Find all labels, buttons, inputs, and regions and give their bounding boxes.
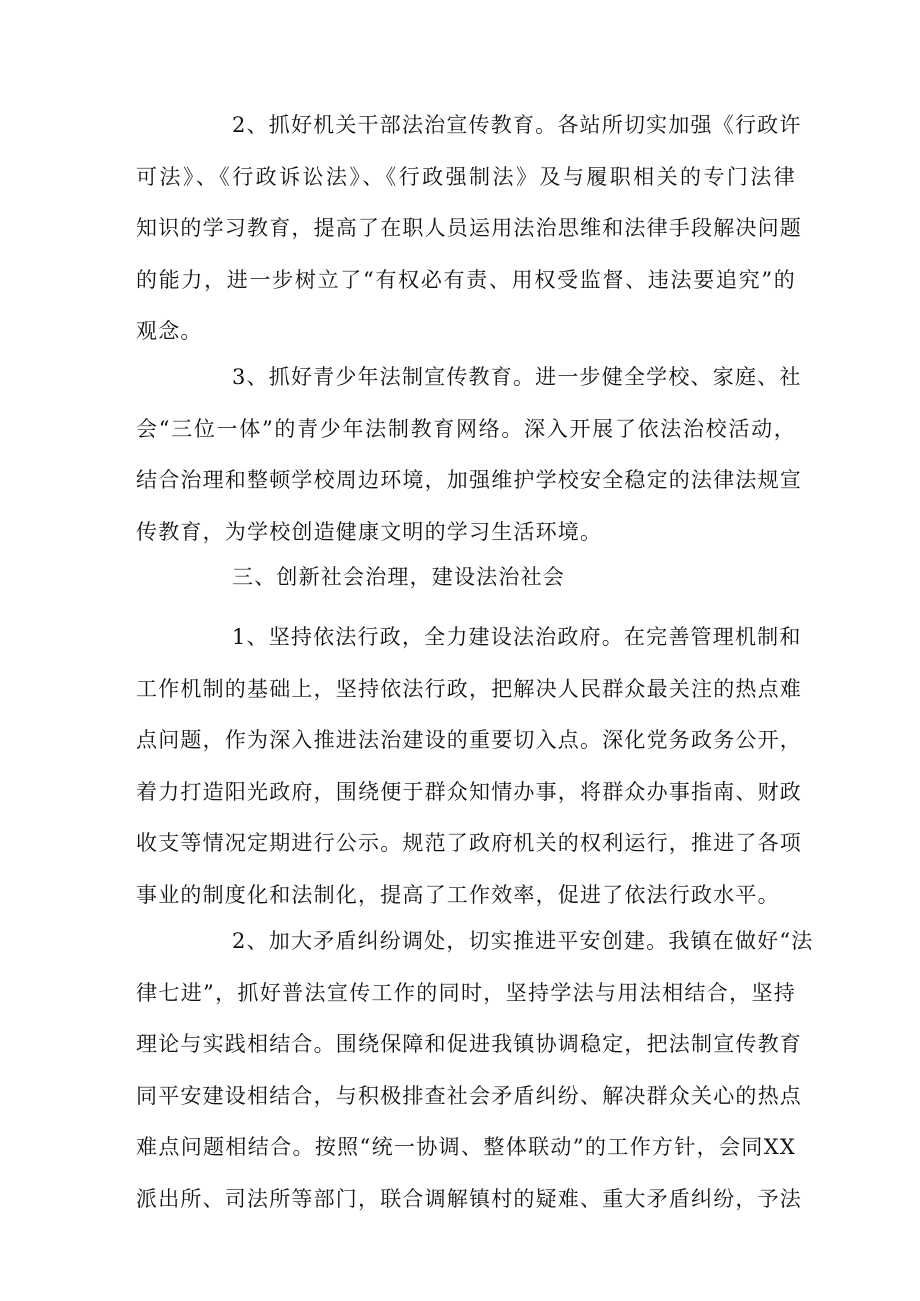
text-line: 会“三位一体”的青少年法制教育网络。深入开展了依法治校活动，: [136, 416, 796, 441]
text-line: 1、坚持依法行政，全力建设法治政府。在完善管理机制和: [232, 625, 802, 649]
text-line: 的能力，进一步树立了“有权必有责、用权受监督、违法要追究”的: [136, 267, 796, 292]
text-line: 结合治理和整顿学校周边环境，加强维护学校安全稳定的法律法规宣: [136, 468, 802, 492]
paragraph-dispute-mediation: [136, 916, 814, 1225]
text-line: 派出所、司法所等部门，联合调解镇村的疑难、重大矛盾纠纷，予法: [136, 1186, 802, 1211]
paragraph-youth-education: [136, 352, 802, 558]
text-line: 3、抓好青少年法制宣传教育。进一步健全学校、家庭、社: [232, 365, 802, 389]
text-line: 点问题，作为深入推进法治建设的重要切入点。深化党务政务公开，: [136, 728, 802, 752]
text-line: 传教育，为学校创造健康文明的学习生活环境。: [136, 519, 603, 544]
section-heading: [136, 552, 796, 604]
text-line: 可法》、《行政诉讼法》、《行政强制法》及与履职相关的专门法律: [136, 164, 796, 189]
text-line: 2、抓好机关干部法治宣传教育。各站所切实加强《行政许: [232, 113, 802, 137]
text-line: 理论与实践相结合。围绕保障和促进我镇协调稳定，把法制宣传教育: [136, 1032, 802, 1056]
paragraph-lawful-administration: [136, 612, 802, 921]
paragraph-cadre-education: [136, 100, 802, 358]
text-line: 收支等情况定期进行公示。规范了政府机关的权利运行，推进了各项: [136, 831, 802, 855]
heading-text: 三、创新社会治理，建设法治社会: [232, 565, 565, 589]
text-line: 律七进”，抓好普法宣传工作的同时，坚持学法与用法相结合，坚持: [136, 980, 796, 1005]
text-line: 知识的学习教育，提高了在职人员运用法治思维和法律手段解决问题: [136, 216, 802, 240]
text-line: 工作机制的基础上，坚持依法行政，把解决人民群众最关注的热点难: [136, 676, 802, 701]
text-line: 着力打造阳光政府，围绕便于群众知情办事，将群众办事指南、财政: [136, 779, 802, 804]
text-line: 同平安建设相结合，与积极排查社会矛盾纠纷、解决群众关心的热点: [136, 1083, 802, 1108]
text-line: 观念。: [136, 319, 203, 343]
text-line: 事业的制度化和法制化，提高了工作效率，促进了依法行政水平。: [136, 882, 780, 907]
text-line: 2、加大矛盾纠纷调处，切实推进平安创建。我镇在做好“法: [232, 929, 814, 953]
text-line: 难点问题相结合。按照“统一协调、整体联动”的工作方针，会同XX: [136, 1135, 796, 1159]
